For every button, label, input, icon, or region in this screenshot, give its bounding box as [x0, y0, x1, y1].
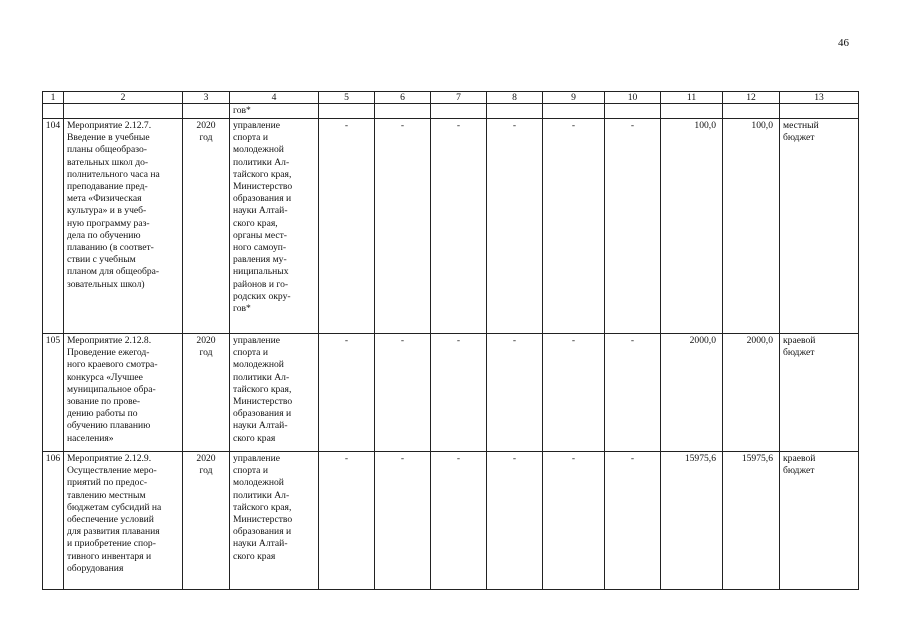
year-cell: 2020 год: [183, 334, 230, 452]
column-header: 10: [605, 92, 661, 104]
column-header: 2: [64, 92, 183, 104]
amount-cell: 2000,0: [661, 334, 723, 452]
amount-cell: 2000,0: [723, 334, 780, 452]
page-number: 46: [838, 37, 849, 49]
amount-cell: 15975,6: [723, 452, 780, 590]
value-cell: -: [431, 119, 487, 334]
year-cell: 2020 год: [183, 452, 230, 590]
value-cell: -: [543, 334, 605, 452]
value-cell: -: [605, 119, 661, 334]
value-cell: -: [543, 452, 605, 590]
value-cell: -: [319, 334, 375, 452]
value-cell: -: [431, 452, 487, 590]
executor-cell: управление спорта и молодежной политики Ал- тайского края, Министерство образования и науки Алтай- ского края, органы мест- ного самоуп- равления му- ниципальных районов и го- родских окру- гов*: [230, 119, 319, 334]
row-number: 106: [43, 452, 64, 590]
value-cell: -: [487, 452, 543, 590]
year-cell: 2020 год: [183, 119, 230, 334]
measure-cell: Мероприятие 2.12.7. Введение в учебные планы общеобразо- вательных школ до- полнительного часа на преподавание пред- мета «Физическая культура» и в учеб- ную программу раз- дела по обучению плаванию (в соответ- ствии с учебным планом для общеобра- зовательных школ): [64, 119, 183, 334]
value-cell: -: [605, 452, 661, 590]
funding-source-cell: краевой бюджет: [780, 452, 859, 590]
value-cell: -: [431, 334, 487, 452]
amount-cell: 100,0: [723, 119, 780, 334]
row-number: 105: [43, 334, 64, 452]
value-cell: -: [487, 119, 543, 334]
column-header: 3: [183, 92, 230, 104]
amount-cell: 100,0: [661, 119, 723, 334]
value-cell: -: [319, 452, 375, 590]
column-header: 1: [43, 92, 64, 104]
value-cell: -: [375, 452, 431, 590]
value-cell: -: [543, 119, 605, 334]
table-row: [43, 452, 859, 590]
value-cell: -: [319, 119, 375, 334]
executor-cell: управление спорта и молодежной политики Ал- тайского края, Министерство образования и науки Алтай- ского края: [230, 452, 319, 590]
row-number: 104: [43, 119, 64, 334]
column-header: 7: [431, 92, 487, 104]
column-header: 11: [661, 92, 723, 104]
column-header: 13: [780, 92, 859, 104]
funding-source-cell: местный бюджет: [780, 119, 859, 334]
executor-cell: управление спорта и молодежной политики Ал- тайского края, Министерство образования и науки Алтай- ского края: [230, 334, 319, 452]
column-header: 9: [543, 92, 605, 104]
value-cell: -: [375, 334, 431, 452]
value-cell: -: [375, 119, 431, 334]
funding-source-cell: краевой бюджет: [780, 334, 859, 452]
value-cell: -: [487, 334, 543, 452]
column-header: 12: [723, 92, 780, 104]
column-header: 4: [230, 92, 319, 104]
program-measures-table: [42, 91, 859, 590]
column-header: 8: [487, 92, 543, 104]
value-cell: -: [605, 334, 661, 452]
table-row: [43, 334, 859, 452]
column-header: 5: [319, 92, 375, 104]
measure-cell: Мероприятие 2.12.8. Проведение ежегод- ного краевого смотра- конкурса «Лучшее муниципальное обра- зование по прове- дению работы по обучению плаванию населения»: [64, 334, 183, 452]
column-number-row: [43, 92, 859, 104]
table-row: [43, 119, 859, 334]
continuation-row: [43, 104, 859, 119]
measure-cell: Мероприятие 2.12.9. Осуществление меро- приятий по предос- тавлению местным бюджетам субсидий на обеспечение условий для развития плавания и приобретение спор- тивного инвентаря и оборудования: [64, 452, 183, 590]
amount-cell: 15975,6: [661, 452, 723, 590]
executor-cell: гов*: [230, 104, 319, 119]
column-header: 6: [375, 92, 431, 104]
